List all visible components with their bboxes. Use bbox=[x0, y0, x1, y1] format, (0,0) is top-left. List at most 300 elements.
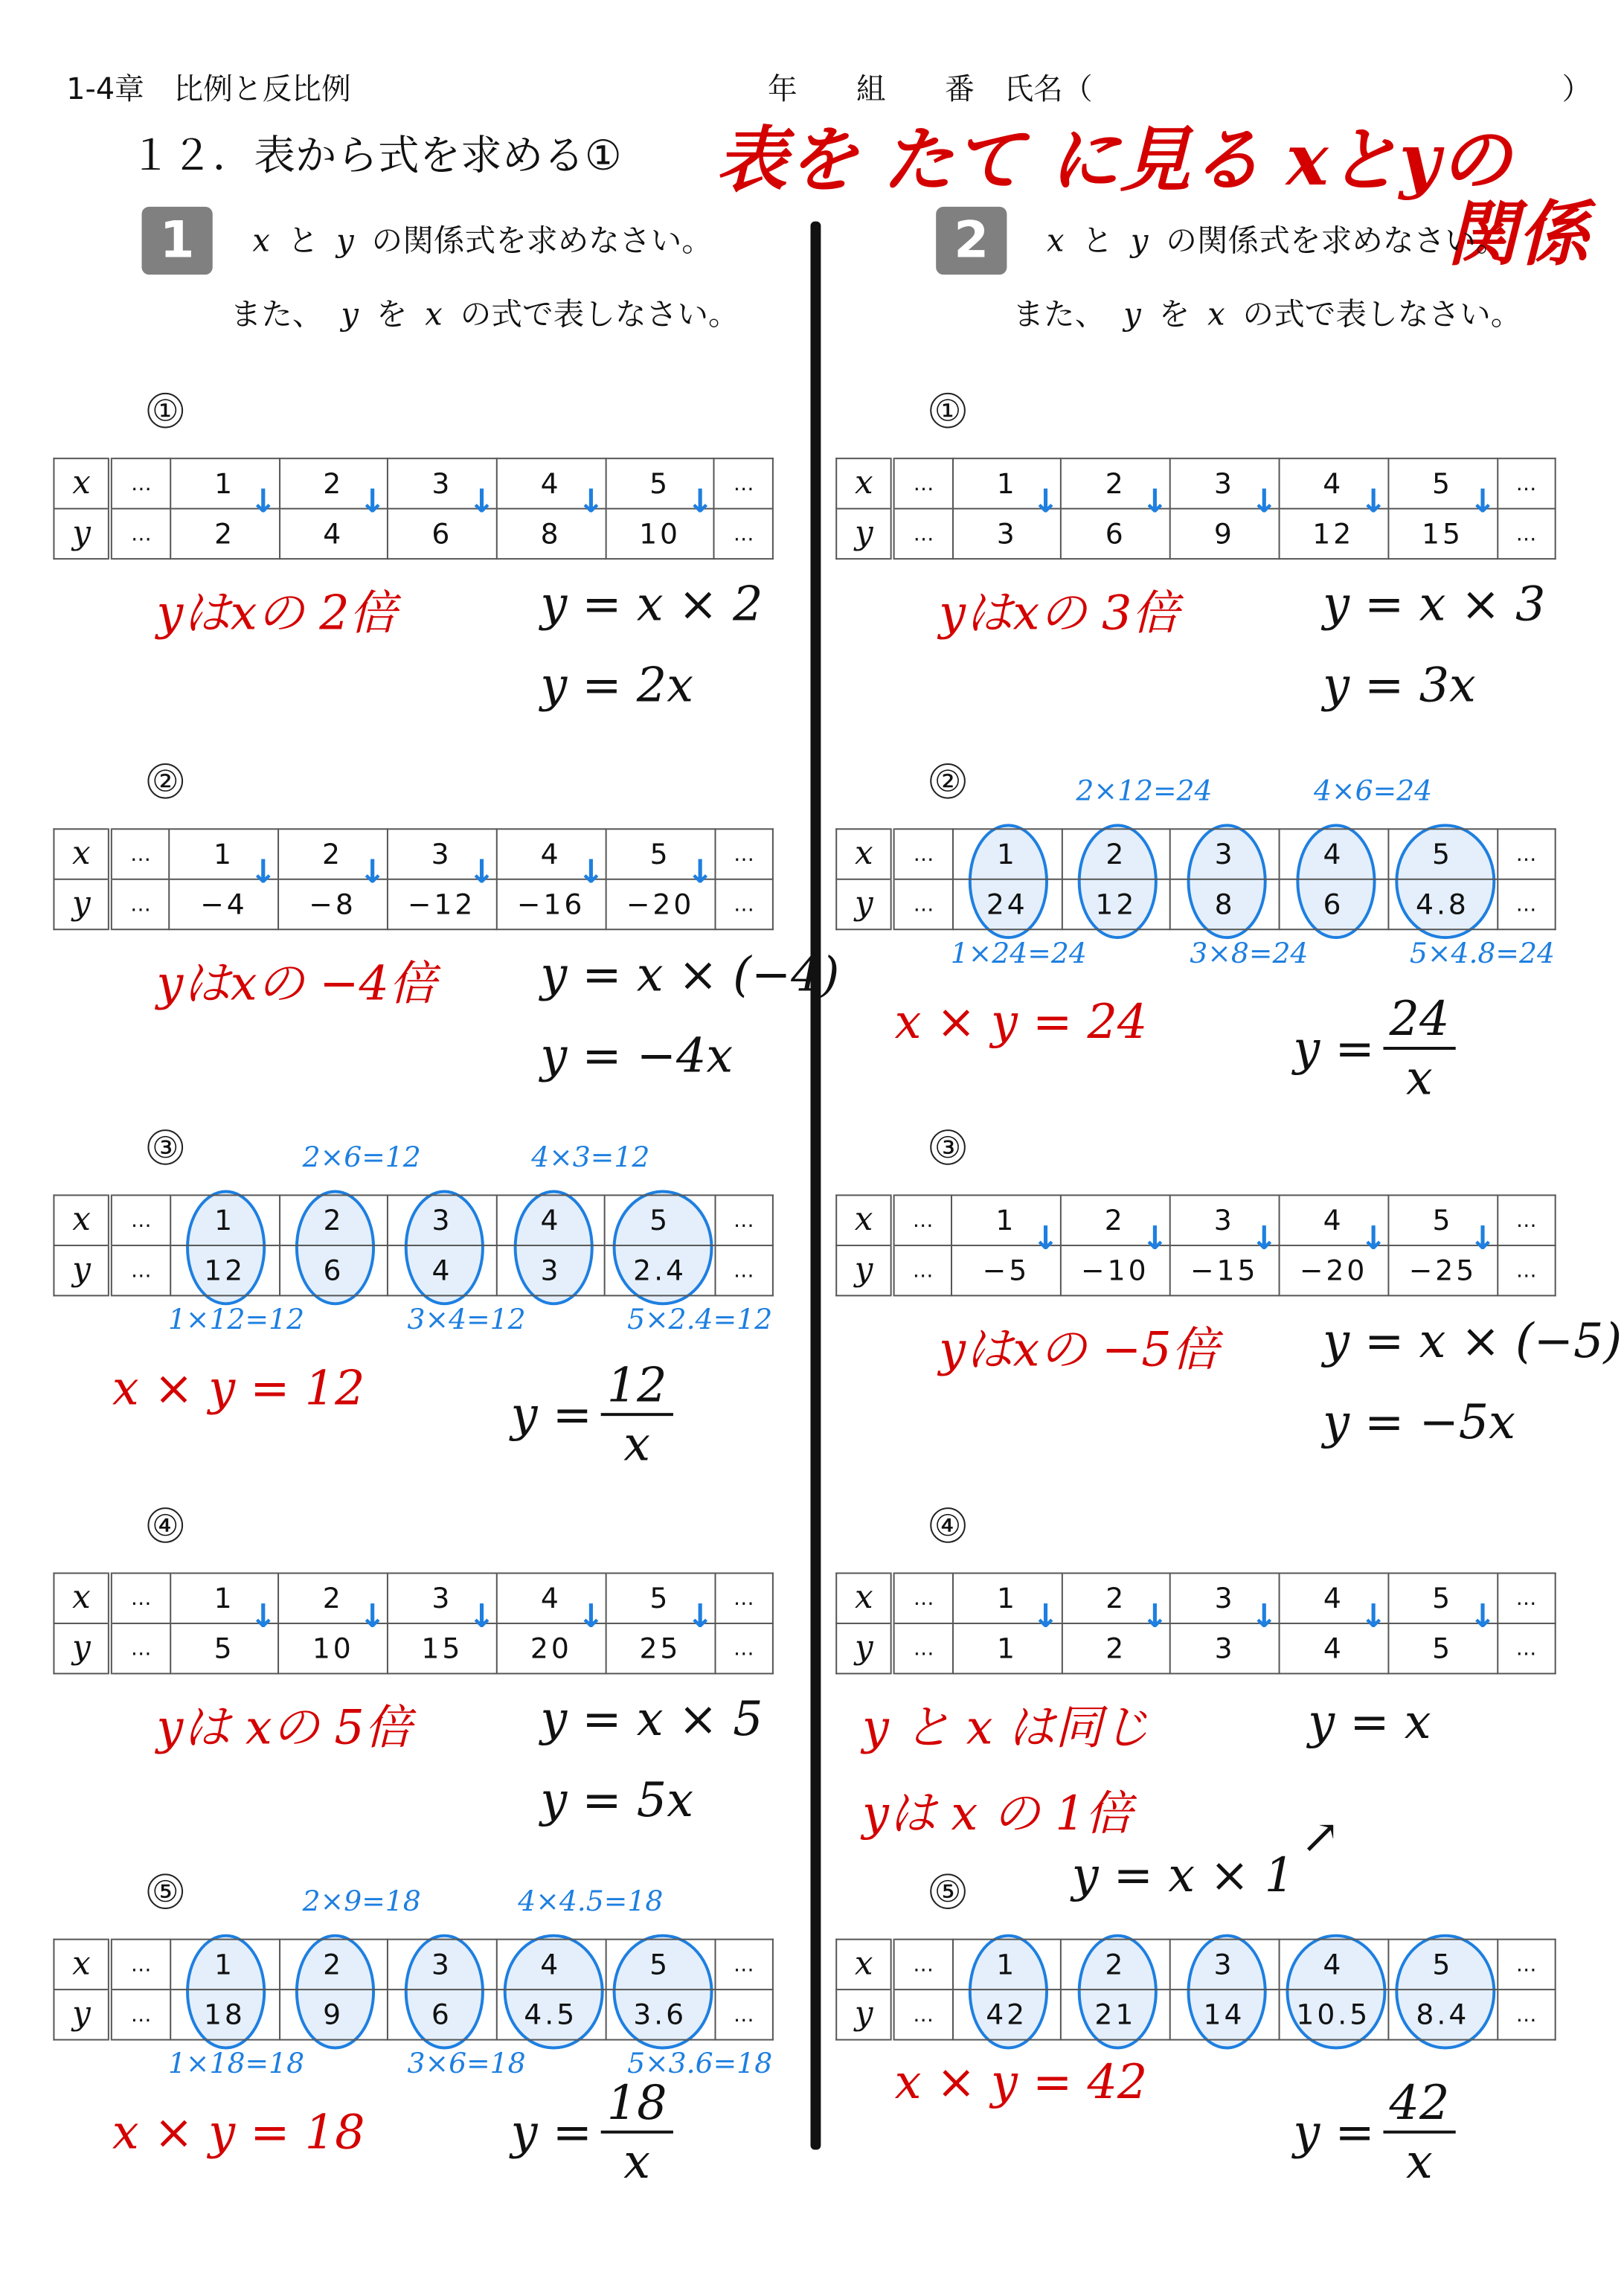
fraction bbox=[1384, 991, 1456, 1106]
down-arrow-icon: ↓ bbox=[249, 855, 277, 892]
table-row-y bbox=[54, 1623, 772, 1673]
fraction-numerator: 42 bbox=[1384, 2074, 1456, 2133]
ellipsis-cell: … bbox=[893, 1623, 953, 1673]
row-header-x: x bbox=[54, 1940, 110, 1989]
value-table bbox=[53, 1194, 773, 1296]
blue-note-above: 4×6=24 bbox=[1314, 775, 1433, 808]
down-arrow-icon: ↓ bbox=[1359, 1599, 1387, 1636]
down-arrow-icon: ↓ bbox=[686, 855, 714, 892]
value-cell-x: 3 bbox=[1169, 1940, 1278, 1989]
black-equation: y = x × 2 bbox=[540, 575, 763, 632]
ellipsis-cell: … bbox=[715, 1195, 773, 1245]
row-header-y: y bbox=[54, 509, 110, 559]
value-cell-x: 3 bbox=[1169, 1195, 1279, 1245]
problem-number-label: ① bbox=[930, 393, 966, 429]
value-cell-x: 5 bbox=[1388, 1573, 1497, 1623]
instruction-text: の式で表しなさい。 bbox=[1242, 296, 1522, 333]
black-equation: y = 5x bbox=[540, 1771, 694, 1828]
table-row-x bbox=[54, 829, 772, 879]
value-cell-y: 12 bbox=[1279, 509, 1388, 559]
page-title: １２．表から式を求める① bbox=[129, 131, 622, 181]
black-equation: y = x × 1 bbox=[1071, 1847, 1295, 1904]
black-equation: y = x × 3 bbox=[1323, 575, 1546, 632]
red-handwritten-note: yはxの −5倍 bbox=[939, 1321, 1219, 1378]
down-arrow-icon: ↓ bbox=[577, 1599, 605, 1636]
down-arrow-icon: ↓ bbox=[1141, 484, 1169, 522]
fraction-denominator: x bbox=[1406, 2133, 1433, 2190]
row-header-y: y bbox=[54, 879, 110, 929]
down-arrow-icon: ↓ bbox=[1250, 1599, 1278, 1636]
row-header-y: y bbox=[54, 1245, 110, 1295]
ellipsis-cell: … bbox=[1498, 1245, 1556, 1295]
red-handwritten-note: x × y = 12 bbox=[112, 1359, 365, 1417]
blue-note-below: 3×6=18 bbox=[407, 2048, 526, 2081]
fraction-lhs: y = bbox=[510, 1386, 592, 1443]
chapter-label: 1-4章 比例と反比例 bbox=[66, 71, 351, 106]
ellipsis-cell: … bbox=[1497, 1623, 1555, 1673]
row-header-y: y bbox=[836, 1623, 893, 1673]
value-cell-y: 6 bbox=[280, 1245, 388, 1295]
ellipsis-cell: … bbox=[111, 1940, 170, 1989]
down-arrow-icon: ↓ bbox=[686, 484, 714, 522]
ellipsis-cell: … bbox=[110, 829, 170, 879]
problem-number-label: ② bbox=[147, 763, 183, 799]
value-cell-x: 4 bbox=[496, 1940, 606, 1989]
blue-note-below: 1×12=12 bbox=[167, 1303, 305, 1336]
table-row-y bbox=[836, 1623, 1555, 1673]
fraction bbox=[601, 2074, 673, 2190]
value-cell-y: 9 bbox=[1170, 509, 1279, 559]
blue-note-below: 5×2.4=12 bbox=[627, 1303, 773, 1336]
instruction-line-1 bbox=[252, 217, 730, 262]
instruction-line-2 bbox=[1012, 291, 1539, 336]
value-cell-x: 1 bbox=[170, 829, 278, 879]
down-arrow-icon: ↓ bbox=[249, 1599, 277, 1636]
ellipsis-cell: … bbox=[111, 509, 170, 559]
blue-note-below: 3×8=24 bbox=[1190, 937, 1309, 970]
section-number-badge: 1 bbox=[142, 207, 213, 275]
down-arrow-icon: ↓ bbox=[686, 1599, 714, 1636]
instruction-text: また、 bbox=[230, 296, 324, 333]
value-cell-y: 9 bbox=[279, 1989, 388, 2039]
table-row-x bbox=[836, 1195, 1555, 1245]
ellipsis-cell: … bbox=[1497, 879, 1555, 929]
ellipsis-cell: … bbox=[715, 1940, 773, 1989]
ellipsis-cell: … bbox=[111, 1245, 170, 1295]
value-table bbox=[53, 1939, 773, 2041]
value-cell-x: 1 bbox=[953, 829, 1062, 879]
value-cell-y: 6 bbox=[388, 1989, 496, 2039]
down-arrow-icon: ↓ bbox=[1250, 484, 1278, 522]
instruction-text: を bbox=[376, 296, 408, 333]
black-equation: y = 3x bbox=[1323, 657, 1476, 714]
value-cell-y: 42 bbox=[952, 1989, 1061, 2039]
value-cell-y: −5 bbox=[951, 1245, 1060, 1295]
value-cell-y: 2 bbox=[170, 509, 279, 559]
value-cell-y: 3 bbox=[1170, 1623, 1279, 1673]
value-table bbox=[835, 828, 1556, 930]
ellipsis-cell: … bbox=[111, 458, 170, 508]
value-cell-y: 4.8 bbox=[1387, 879, 1497, 929]
table-row-y bbox=[836, 1989, 1555, 2039]
value-cell-y: 1 bbox=[953, 1623, 1062, 1673]
ellipsis-cell: … bbox=[714, 509, 772, 559]
row-header-x: x bbox=[836, 1940, 893, 1989]
down-arrow-icon: ↓ bbox=[359, 855, 386, 892]
ellipsis-cell: … bbox=[715, 1623, 773, 1673]
value-cell-x: 2 bbox=[1060, 1195, 1169, 1245]
instruction-text: と bbox=[287, 222, 319, 259]
value-cell-y: −15 bbox=[1169, 1245, 1279, 1295]
row-header-y: y bbox=[836, 879, 893, 929]
row-header-y: y bbox=[836, 509, 893, 559]
name-close: ） bbox=[1562, 71, 1592, 106]
handwritten-title-2: 関係 bbox=[1446, 193, 1589, 277]
blue-note-below: 1×18=18 bbox=[167, 2048, 305, 2081]
fraction bbox=[601, 1357, 673, 1472]
value-table bbox=[53, 828, 773, 930]
value-cell-x: 5 bbox=[606, 458, 715, 508]
value-cell-x: 5 bbox=[606, 1573, 715, 1623]
row-header-y: y bbox=[54, 1623, 110, 1673]
down-arrow-icon: ↓ bbox=[1141, 1221, 1169, 1258]
ellipsis-cell: … bbox=[1497, 829, 1555, 879]
instruction-text: の関係式を求めなさい。 bbox=[1166, 222, 1507, 259]
down-arrow-icon: ↓ bbox=[468, 484, 495, 522]
down-arrow-icon: ↓ bbox=[1359, 1221, 1387, 1258]
ellipsis-cell: … bbox=[715, 1245, 773, 1295]
down-arrow-icon: ↓ bbox=[1469, 1221, 1497, 1258]
value-cell-y: 4.5 bbox=[496, 1989, 606, 2039]
value-cell-x: 4 bbox=[1279, 1940, 1388, 1989]
value-cell-y: 8 bbox=[497, 509, 606, 559]
down-arrow-icon: ↓ bbox=[1141, 1599, 1169, 1636]
down-arrow-icon: ↓ bbox=[359, 484, 386, 522]
problem-number-label: ④ bbox=[147, 1507, 183, 1543]
value-cell-y: −25 bbox=[1388, 1245, 1498, 1295]
instruction-text: の式で表しなさい。 bbox=[460, 296, 739, 333]
ellipsis-cell: … bbox=[893, 829, 952, 879]
ellipsis-cell: … bbox=[1498, 1195, 1556, 1245]
problem-number-label: ⑤ bbox=[930, 1873, 966, 1909]
value-table bbox=[53, 1572, 773, 1674]
instruction-text: を bbox=[1158, 296, 1190, 333]
value-cell-x: 3 bbox=[388, 1195, 497, 1245]
ellipsis-cell: … bbox=[893, 1989, 952, 2039]
table-row-x bbox=[54, 1573, 772, 1623]
value-cell-y: 3 bbox=[953, 509, 1062, 559]
handwritten-title: 表を たて に見る xとyの bbox=[716, 119, 1512, 202]
down-arrow-icon: ↓ bbox=[468, 1599, 495, 1636]
value-table bbox=[835, 458, 1556, 559]
table-row-x bbox=[54, 1940, 772, 1989]
fraction-numerator: 18 bbox=[601, 2074, 673, 2133]
ellipsis-cell: … bbox=[893, 509, 952, 559]
row-header-x: x bbox=[54, 1573, 110, 1623]
value-cell-x: 4 bbox=[1279, 458, 1388, 508]
value-table bbox=[53, 458, 773, 559]
row-header-x: x bbox=[836, 829, 893, 879]
value-cell-x: 4 bbox=[497, 458, 606, 508]
value-cell-y: 3 bbox=[497, 1245, 606, 1295]
value-cell-y: 5 bbox=[170, 1623, 279, 1673]
fraction-lhs: y = bbox=[1293, 1020, 1375, 1077]
ellipsis-cell: … bbox=[110, 879, 170, 929]
fraction bbox=[1384, 2074, 1456, 2190]
ellipsis-cell: … bbox=[715, 1573, 773, 1623]
value-cell-x: 2 bbox=[1062, 458, 1170, 508]
value-cell-x: 1 bbox=[170, 1573, 279, 1623]
blue-note-above: 2×9=18 bbox=[302, 1885, 421, 1918]
down-arrow-icon: ↓ bbox=[1469, 484, 1497, 522]
instruction-text: と bbox=[1082, 222, 1114, 259]
blue-note-below: 5×3.6=18 bbox=[627, 2048, 773, 2081]
fraction-equation bbox=[1293, 2074, 1455, 2190]
value-cell-y: 10 bbox=[279, 1623, 388, 1673]
fraction-lhs: y = bbox=[510, 2103, 592, 2161]
value-cell-y: 6 bbox=[1062, 509, 1170, 559]
value-cell-x: 5 bbox=[1388, 458, 1498, 508]
column-divider bbox=[810, 222, 821, 2150]
instruction-text: y bbox=[341, 296, 359, 333]
black-equation: y = −4x bbox=[540, 1027, 734, 1084]
black-equation: y = −5x bbox=[1323, 1394, 1515, 1450]
blue-note-below: 1×24=24 bbox=[950, 937, 1087, 970]
value-cell-x: 3 bbox=[387, 829, 496, 879]
ellipsis-cell: … bbox=[1498, 1940, 1556, 1989]
value-cell-y: 14 bbox=[1169, 1989, 1278, 2039]
blue-note-above: 2×12=24 bbox=[1076, 775, 1213, 808]
value-cell-x: 3 bbox=[388, 1573, 497, 1623]
value-cell-y: 12 bbox=[1062, 879, 1171, 929]
down-arrow-icon: ↓ bbox=[1032, 1221, 1059, 1258]
value-cell-y: 6 bbox=[1280, 879, 1388, 929]
problem-number-label: ③ bbox=[147, 1129, 183, 1165]
ellipsis-cell: … bbox=[893, 879, 952, 929]
black-equation: y = x × (−5) bbox=[1323, 1312, 1623, 1369]
value-cell-x: 4 bbox=[1280, 1573, 1388, 1623]
fraction-lhs: y = bbox=[1293, 2103, 1375, 2161]
red-handwritten-note: yはxの 2倍 bbox=[156, 584, 397, 641]
ellipsis-cell: … bbox=[111, 1623, 170, 1673]
value-cell-y: 21 bbox=[1061, 1989, 1169, 2039]
value-cell-x: 2 bbox=[279, 1573, 388, 1623]
red-handwritten-note: yは xの 5倍 bbox=[156, 1699, 412, 1756]
ellipsis-cell: … bbox=[111, 1195, 170, 1245]
value-cell-x: 3 bbox=[1170, 1573, 1279, 1623]
value-cell-x: 5 bbox=[606, 1940, 715, 1989]
row-header-x: x bbox=[54, 458, 110, 508]
red-handwritten-note: yはxの 3倍 bbox=[939, 584, 1179, 641]
down-arrow-icon: ↓ bbox=[577, 484, 605, 522]
value-cell-y: 12 bbox=[170, 1245, 280, 1295]
black-equation: y = x bbox=[1308, 1693, 1431, 1750]
down-arrow-icon: ↓ bbox=[1032, 484, 1059, 522]
value-table bbox=[835, 1572, 1556, 1674]
down-arrow-icon: ↓ bbox=[1469, 1599, 1497, 1636]
down-arrow-icon: ↓ bbox=[249, 484, 277, 522]
instruction-text: x bbox=[252, 222, 270, 259]
name-fields: 年 組 番 氏名（ bbox=[767, 71, 1093, 106]
ellipsis-cell: … bbox=[111, 1989, 170, 2039]
table-row-x bbox=[836, 1573, 1555, 1623]
problem-number-label: ⑤ bbox=[147, 1873, 183, 1909]
value-cell-x: 5 bbox=[606, 829, 715, 879]
fraction-numerator: 24 bbox=[1384, 991, 1456, 1050]
row-header-x: x bbox=[836, 458, 893, 508]
table-row-x bbox=[836, 458, 1555, 508]
value-cell-y: 5 bbox=[1388, 1623, 1497, 1673]
value-cell-x: 4 bbox=[1279, 1195, 1388, 1245]
down-arrow-icon: ↓ bbox=[359, 1599, 386, 1636]
down-arrow-icon: ↓ bbox=[468, 855, 495, 892]
black-equation: y = 2x bbox=[540, 657, 694, 714]
value-cell-y: −12 bbox=[387, 879, 496, 929]
row-header-y: y bbox=[836, 1245, 893, 1295]
fraction-equation bbox=[1293, 991, 1455, 1106]
value-cell-y: −20 bbox=[606, 879, 715, 929]
value-cell-x: 1 bbox=[170, 1940, 280, 1989]
table-row-x bbox=[836, 1940, 1555, 1989]
blue-note-above: 4×4.5=18 bbox=[518, 1885, 664, 1918]
value-cell-y: 15 bbox=[1388, 509, 1498, 559]
value-cell-x: 4 bbox=[497, 1573, 606, 1623]
ellipsis-cell: … bbox=[715, 1989, 773, 2039]
fraction-numerator: 12 bbox=[601, 1357, 673, 1416]
ellipsis-cell: … bbox=[111, 1573, 170, 1623]
fraction-denominator: x bbox=[623, 2133, 651, 2190]
fraction-equation bbox=[511, 1357, 673, 1472]
value-cell-x: 3 bbox=[1170, 458, 1279, 508]
ellipsis-cell: … bbox=[893, 1940, 952, 1989]
row-header-x: x bbox=[836, 1573, 893, 1623]
value-cell-x: 2 bbox=[279, 1940, 388, 1989]
fraction-denominator: x bbox=[623, 1416, 651, 1472]
value-cell-y: −16 bbox=[496, 879, 606, 929]
problem-number-label: ③ bbox=[930, 1129, 966, 1165]
value-cell-y: −4 bbox=[170, 879, 278, 929]
down-arrow-icon: ↓ bbox=[577, 855, 605, 892]
section-number-badge: 2 bbox=[936, 207, 1007, 275]
value-cell-x: 1 bbox=[170, 458, 279, 508]
ellipsis-cell: … bbox=[1498, 1989, 1556, 2039]
instruction-text: また、 bbox=[1012, 296, 1106, 333]
value-cell-y: 6 bbox=[388, 509, 496, 559]
value-cell-x: 2 bbox=[1062, 1573, 1170, 1623]
value-cell-y: 4 bbox=[388, 1245, 497, 1295]
table-row-y bbox=[54, 1989, 772, 2039]
problem-number-label: ④ bbox=[930, 1507, 966, 1543]
row-header-y: y bbox=[54, 1989, 110, 2039]
red-handwritten-note: y と x は同じ bbox=[861, 1699, 1150, 1756]
instruction-line-1 bbox=[1047, 217, 1524, 262]
red-handwritten-note: x × y = 24 bbox=[894, 993, 1148, 1050]
table-row-y bbox=[54, 1245, 772, 1295]
instruction-text: の関係式を求めなさい。 bbox=[371, 222, 713, 259]
value-cell-x: 2 bbox=[1061, 1940, 1169, 1989]
value-cell-x: 2 bbox=[280, 1195, 388, 1245]
fraction-denominator: x bbox=[1406, 1049, 1433, 1106]
value-cell-y: −20 bbox=[1279, 1245, 1388, 1295]
value-cell-x: 1 bbox=[953, 1573, 1062, 1623]
row-header-x: x bbox=[54, 1195, 110, 1245]
value-cell-y: 18 bbox=[170, 1989, 280, 2039]
arrow-up-right-icon: ↗ bbox=[1300, 1809, 1341, 1865]
value-cell-x: 3 bbox=[1171, 829, 1280, 879]
value-cell-y: 15 bbox=[388, 1623, 497, 1673]
ellipsis-cell: … bbox=[715, 879, 773, 929]
row-header-x: x bbox=[54, 829, 110, 879]
value-cell-y: 25 bbox=[606, 1623, 715, 1673]
value-cell-x: 4 bbox=[1280, 829, 1388, 879]
value-table bbox=[835, 1939, 1556, 2041]
fraction-equation bbox=[511, 2074, 673, 2190]
instruction-text: y bbox=[1130, 222, 1149, 259]
value-cell-x: 3 bbox=[388, 1940, 496, 1989]
table-row-y bbox=[54, 509, 772, 559]
red-handwritten-note: x × y = 18 bbox=[112, 2103, 365, 2161]
value-cell-y: 10.5 bbox=[1279, 1989, 1388, 2039]
row-header-y: y bbox=[836, 1989, 893, 2039]
ellipsis-cell: … bbox=[1497, 458, 1555, 508]
instruction-text: y bbox=[1123, 296, 1141, 333]
down-arrow-icon: ↓ bbox=[1032, 1599, 1059, 1636]
table-row-y bbox=[54, 879, 772, 929]
value-cell-x: 4 bbox=[496, 829, 606, 879]
problem-number-label: ① bbox=[147, 393, 183, 429]
red-handwritten-note: x × y = 42 bbox=[894, 2053, 1148, 2110]
problem-number-label: ② bbox=[930, 763, 966, 799]
ellipsis-cell: … bbox=[893, 1245, 952, 1295]
ellipsis-cell: … bbox=[715, 829, 773, 879]
red-handwritten-note: yは x の 1倍 bbox=[861, 1785, 1133, 1841]
black-equation: y = x × (−4) bbox=[540, 946, 840, 1003]
instruction-text: x bbox=[425, 296, 443, 333]
value-cell-y: 8 bbox=[1171, 879, 1280, 929]
value-cell-y: 24 bbox=[953, 879, 1062, 929]
value-cell-y: 10 bbox=[606, 509, 715, 559]
value-cell-x: 5 bbox=[1388, 1195, 1498, 1245]
value-cell-x: 4 bbox=[497, 1195, 606, 1245]
value-cell-y: 4 bbox=[279, 509, 388, 559]
table-row-y bbox=[836, 1245, 1555, 1295]
blue-note-below: 3×4=12 bbox=[407, 1303, 526, 1336]
blue-note-above: 4×3=12 bbox=[531, 1141, 650, 1174]
instruction-line-2 bbox=[231, 291, 757, 336]
table-row-y bbox=[836, 509, 1555, 559]
value-cell-x: 2 bbox=[1062, 829, 1171, 879]
value-cell-y: 2.4 bbox=[606, 1245, 715, 1295]
instruction-text: x bbox=[1207, 296, 1225, 333]
value-cell-y: 3.6 bbox=[606, 1989, 715, 2039]
value-table bbox=[835, 1194, 1556, 1296]
value-cell-x: 1 bbox=[951, 1195, 1060, 1245]
instruction-text: y bbox=[336, 222, 354, 259]
table-row-y bbox=[836, 879, 1555, 929]
ellipsis-cell: … bbox=[714, 458, 772, 508]
black-equation: y = x × 5 bbox=[540, 1690, 763, 1747]
value-cell-x: 2 bbox=[279, 458, 388, 508]
ellipsis-cell: … bbox=[1497, 1573, 1555, 1623]
value-cell-x: 1 bbox=[170, 1195, 280, 1245]
red-handwritten-note: yはxの −4倍 bbox=[156, 955, 437, 1012]
down-arrow-icon: ↓ bbox=[1359, 484, 1387, 522]
value-cell-x: 5 bbox=[1387, 829, 1497, 879]
value-cell-y: 4 bbox=[1280, 1623, 1388, 1673]
down-arrow-icon: ↓ bbox=[1250, 1221, 1278, 1258]
blue-note-below: 5×4.8=24 bbox=[1409, 937, 1556, 970]
value-cell-y: 8.4 bbox=[1388, 1989, 1498, 2039]
